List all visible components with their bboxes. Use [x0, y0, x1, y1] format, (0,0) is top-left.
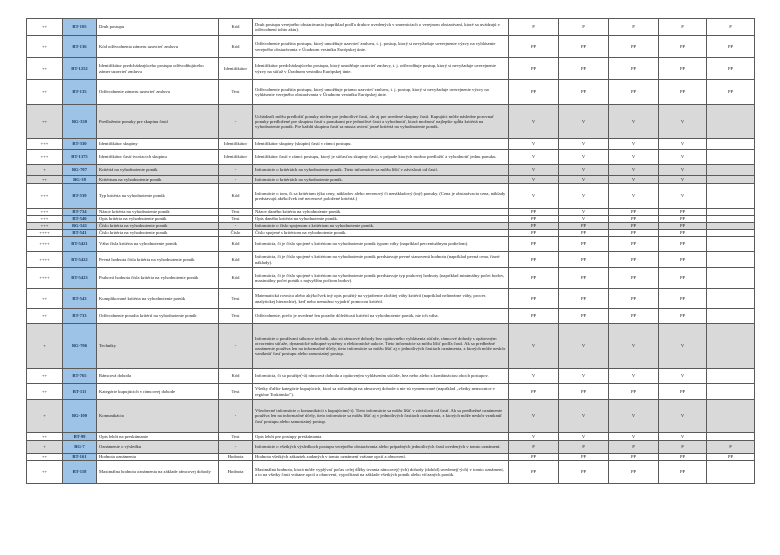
requirement-cell: P	[659, 441, 707, 454]
requirement-cell: PP	[559, 309, 609, 324]
level-cell: ++	[27, 105, 63, 139]
requirement-cell: P	[559, 19, 609, 36]
data-type-cell: Text	[219, 289, 253, 309]
requirement-cell: PP	[559, 268, 609, 289]
element-id-cell: BG-330	[63, 105, 97, 139]
level-cell: ++	[27, 309, 63, 324]
element-id-cell: BG-38	[63, 176, 97, 184]
requirement-cell: P	[659, 19, 707, 36]
element-name-cell: Identifikátor častí tvoriacich skupinu	[97, 150, 219, 165]
data-type-cell: Text	[219, 209, 253, 216]
element-name-cell: Rámcová dohoda	[97, 369, 219, 384]
element-id-cell: BT-541	[63, 230, 97, 237]
level-cell: +++	[27, 150, 63, 165]
data-element-table	[26, 18, 755, 484]
description-cell: Hodnota všetkých zákaziek zadaných v tomto oznámení vrátane opcií a obnovení.	[253, 454, 509, 461]
element-name-cell: Opis lehôt na preskúmanie	[97, 433, 219, 441]
data-type-cell: -	[219, 165, 253, 176]
requirement-cell: PP	[509, 289, 559, 309]
description-cell: Informácie o používaní súborov techník, ako sú rámcové dohody bez opätovného vyhlásenia súťaže, rámcové dohody s opätovným otvorením súťaže, dynamické nákupné systémy a elektronické aukcie. Tieto informácie sa môžu líšiť podľa častí. Ak sa predbežné oznámenie používa len na informačné účely, tieto informácie sa môžu líšiť aj v jednotlivých častiach oznámenia, z ktorých môže neskôr vzniknúť časť postupu alebo samostatný postup.	[253, 324, 509, 369]
element-id-cell: BT-330	[63, 139, 97, 150]
requirement-cell	[707, 150, 755, 165]
data-type-cell: Identifikátor	[219, 150, 253, 165]
level-cell: ++++	[27, 252, 63, 268]
requirement-cell: V	[609, 324, 659, 369]
requirement-cell: V	[559, 216, 609, 223]
requirement-cell: P	[509, 19, 559, 36]
requirement-cell: PP	[559, 384, 609, 400]
description-cell: Informácie o kritériách na vyhodnotenie ponúk.	[253, 176, 509, 184]
requirement-cell	[707, 209, 755, 216]
level-cell: ++	[27, 289, 63, 309]
element-id-cell: BG-7	[63, 441, 97, 454]
requirement-cell: PP	[659, 36, 707, 58]
table-row	[27, 223, 755, 230]
level-cell: +++	[27, 139, 63, 150]
requirement-cell	[707, 252, 755, 268]
table-row	[27, 150, 755, 165]
level-cell: ++	[27, 58, 63, 80]
table-row	[27, 139, 755, 150]
requirement-cell: V	[559, 105, 609, 139]
element-id-cell: BG-100	[63, 400, 97, 433]
requirement-cell: V	[609, 400, 659, 433]
level-cell: ++	[27, 36, 63, 58]
description-cell: Informácie o tom, či sa kritérium týka ceny, nákladov alebo necenový či nenákladový (iný) ponuky. (Cena je obstarávacia cena, náklady predstavujú akékoľvek iné necenové položené kritériá.)	[253, 184, 509, 209]
requirement-cell	[707, 184, 755, 209]
data-type-cell: Kód	[219, 36, 253, 58]
requirement-cell: V	[509, 184, 559, 209]
element-id-cell: BT-543	[63, 289, 97, 309]
data-type-cell: Kód	[219, 369, 253, 384]
description-cell: Opis lehôt pre postupy preskúmania.	[253, 433, 509, 441]
requirement-cell	[707, 216, 755, 223]
requirement-cell	[707, 433, 755, 441]
requirement-cell	[707, 105, 755, 139]
requirement-cell: PP	[559, 36, 609, 58]
element-id-cell: BT-105	[63, 19, 97, 36]
requirement-cell	[707, 461, 755, 484]
data-type-cell: -	[219, 176, 253, 184]
table-row	[27, 252, 755, 268]
level-cell: +++	[27, 209, 63, 216]
level-cell: ++	[27, 433, 63, 441]
requirement-cell: V	[509, 139, 559, 150]
data-type-cell: Kód	[219, 19, 253, 36]
requirement-cell	[707, 237, 755, 252]
requirement-cell: PP	[609, 80, 659, 105]
requirement-cell: PP	[609, 454, 659, 461]
table-row	[27, 105, 755, 139]
element-name-cell: Komplikované kritéria na vyhodnotenie ponúk	[97, 289, 219, 309]
element-name-cell: Názov kritéria na vyhodnotenie ponúk	[97, 209, 219, 216]
description-cell: Matematická rovnica alebo akýkoľvek iný opis použitý na vyjadrenie zložitej váhy kritérií (napríklad nelineárne váhy, proces analytickej hierarchie), keď nebo nemožno vyjadriť pomocou kritérií.	[253, 289, 509, 309]
table-row	[27, 36, 755, 58]
requirement-cell: PP	[659, 58, 707, 80]
requirement-cell: PP	[509, 209, 559, 216]
requirement-cell: PP	[609, 384, 659, 400]
requirement-cell: V	[559, 400, 609, 433]
level-cell: +	[27, 324, 63, 369]
description-cell: Informácia, či je číslo spojené s kritériom na vyhodnotenie ponúk predstavuje typ prahovej hodnoty (napríklad minimálny počet bodov, maximálny počet ponúk s najvyšším počtom bodov).	[253, 268, 509, 289]
requirement-cell	[707, 309, 755, 324]
requirement-cell: V	[559, 369, 609, 384]
requirement-cell: PP	[659, 216, 707, 223]
description-cell: Uchádzači môžu predložiť ponuky nielen pre jednotlivé časti, ale aj pre uvedené skupiny častí. Kupujúci môže následne porovnať ponuky predložené pre skupinu častí s ponukami pre jednotlivé časti a vyhodnotiť, ktorá možnosť najlepšie spĺňa kritériá na vyhodnotenie ponúk. Pre každú skupinu častí sa musia uviesť jasné kritériá na vyhodnotenie ponúk.	[253, 105, 509, 139]
element-name-cell: Kritérium na vyhodnotenie ponúk	[97, 176, 219, 184]
requirement-cell: V	[659, 105, 707, 139]
element-name-cell: Pevná hodnota čísla kritéria na vyhodnotenie ponúk	[97, 252, 219, 268]
requirement-cell: V	[659, 184, 707, 209]
requirement-cell: PP	[609, 223, 659, 230]
element-name-cell: Kategórie kupujúcich v rámcovej dohode	[97, 384, 219, 400]
element-id-cell: BT-1252	[63, 58, 97, 80]
table-row	[27, 216, 755, 223]
element-id-cell: BT-5421	[63, 237, 97, 252]
requirement-cell: V	[659, 433, 707, 441]
table-row	[27, 289, 755, 309]
data-type-cell: Text	[219, 384, 253, 400]
element-id-cell: BT-118	[63, 461, 97, 484]
description-cell: Názov daného kritéria na vyhodnotenie ponúk.	[253, 209, 509, 216]
level-cell: ++++	[27, 230, 63, 237]
element-id-cell: BT-734	[63, 209, 97, 216]
requirement-cell: PP	[509, 461, 559, 484]
level-cell: ++++	[27, 237, 63, 252]
description-cell: Odôvodnenie použitia postupu, ktorý umožňuje priamo uzavrieť zmluvu, t. j. postup, ktorý si nevyžaduje uverejnenie výzvy na vyhlásenie verejného obstarávania v Úradnom vestníku Európskej únie.	[253, 80, 509, 105]
requirement-cell: PP	[559, 252, 609, 268]
description-cell: Informácia, či je číslo spojené s kritériom na vyhodnotenie ponúk typom váhy (napríklad percentuálnym podielom).	[253, 237, 509, 252]
table-row	[27, 176, 755, 184]
requirement-cell	[707, 384, 755, 400]
requirement-cell: PP	[707, 80, 755, 105]
requirement-cell: V	[509, 105, 559, 139]
data-type-cell: Kód	[219, 252, 253, 268]
data-type-cell: Identifikátor	[219, 139, 253, 150]
requirement-cell: PP	[659, 80, 707, 105]
level-cell: +++	[27, 216, 63, 223]
element-name-cell: Predloženie ponuky pre skupinu častí	[97, 105, 219, 139]
description-cell: Informácia, či je číslo spojené s kritériom na vyhodnotenie ponúk predstavuje pevné stanovenú hodnotu (napríklad pevná cena, fixné náklady).	[253, 252, 509, 268]
table-row	[27, 461, 755, 484]
requirement-cell: PP	[609, 216, 659, 223]
requirement-cell	[707, 369, 755, 384]
requirement-cell: PP	[609, 237, 659, 252]
requirement-cell: PP	[659, 384, 707, 400]
requirement-cell: V	[509, 324, 559, 369]
element-id-cell: BG-706	[63, 324, 97, 369]
element-name-cell: Druh postupu	[97, 19, 219, 36]
description-cell: Všeobecné informácie o komunikácii s kupujúcim(-i). Tieto informácie sa môžu líšiť v závislosti od častí. Ak sa predbežné oznámenie používa len na informačné účely, tieto informácie sa môžu líšiť aj v jednotlivých častiach oznámenia, z ktorých môže neskôr vzniknúť časť postupu alebo samostatný postup.	[253, 400, 509, 433]
requirement-cell	[707, 230, 755, 237]
element-id-cell: BT-733	[63, 309, 97, 324]
requirement-cell: V	[659, 165, 707, 176]
description-cell: Informácia, či sa použije(-ú) rámcová dohoda a opätovným vyhlásením súťaže, bez nebo alebo s kombináciou oboch postupov.	[253, 369, 509, 384]
element-id-cell: BT-765	[63, 369, 97, 384]
requirement-cell	[707, 268, 755, 289]
element-name-cell: Typ kritéria na vyhodnotenie ponúk	[97, 184, 219, 209]
requirement-cell: PP	[559, 80, 609, 105]
element-id-cell: BT-99	[63, 433, 97, 441]
data-type-cell: Identifikátor	[219, 58, 253, 80]
requirement-cell: PP	[559, 454, 609, 461]
data-type-cell: Text	[219, 216, 253, 223]
element-name-cell: Číslo kritéria na vyhodnotenie ponúk	[97, 223, 219, 230]
requirement-cell: PP	[659, 237, 707, 252]
element-name-cell: Identifikátor predchádzajúceho postupu odôvodňujúceho zámer uzavrieť zmluvu	[97, 58, 219, 80]
description-cell: Všetky ďalšie kategórie kupujúcich, ktorí sa zúčastňujú na rámcovej dohode a nie sú vymenované (napríklad „všetky nemocnice v regióne Toskánsko").	[253, 384, 509, 400]
requirement-cell: P	[559, 441, 609, 454]
description-cell: Druh postupu verejného obstarávania (napríklad podľa druhov uvedených v smerniciach o verejnom obstarávaní, ktoré sa uvádzajú v odôvodnení tohto aktu).	[253, 19, 509, 36]
requirement-cell: PP	[659, 209, 707, 216]
requirement-cell: P	[707, 441, 755, 454]
description-cell: Informácie o všetkých výsledkoch postupu verejného obstarávania alebo prípadných jednotlivých častí uvedených v tomto oznámení.	[253, 441, 509, 454]
data-type-cell: -	[219, 400, 253, 433]
element-id-cell: BT-5423	[63, 268, 97, 289]
element-id-cell: BT-1375	[63, 150, 97, 165]
data-type-cell: -	[219, 223, 253, 230]
requirement-cell	[707, 289, 755, 309]
element-name-cell: Číslo kritéria na vyhodnotenie ponúk	[97, 230, 219, 237]
element-id-cell: BT-111	[63, 384, 97, 400]
requirement-cell: PP	[659, 223, 707, 230]
description-cell: Odôvodnenie použitia postupu, ktorý umožňuje uzavrieť zmluvu, t. j. postup, ktorý si nevyžaduje uverejnenie výzvy na vyhlásenie verejného obstarávania v Úradnom vestníku Európskej únie.	[253, 36, 509, 58]
requirement-cell: PP	[609, 230, 659, 237]
table-row	[27, 384, 755, 400]
element-id-cell: BT-5422	[63, 252, 97, 268]
requirement-cell	[707, 139, 755, 150]
level-cell: +++	[27, 184, 63, 209]
level-cell: +	[27, 400, 63, 433]
requirement-cell: V	[659, 324, 707, 369]
requirement-cell	[707, 176, 755, 184]
table-row	[27, 268, 755, 289]
table-row	[27, 209, 755, 216]
requirement-cell: PP	[659, 230, 707, 237]
requirement-cell: V	[659, 150, 707, 165]
requirement-cell: V	[609, 150, 659, 165]
table-row	[27, 230, 755, 237]
level-cell: ++	[27, 369, 63, 384]
element-name-cell: Odôvodnenie poradia kritérií na vyhodnotenie ponúk	[97, 309, 219, 324]
requirement-cell: V	[559, 139, 609, 150]
data-type-cell: Text	[219, 309, 253, 324]
table-row	[27, 369, 755, 384]
requirement-cell: V	[609, 176, 659, 184]
requirement-cell: P	[707, 19, 755, 36]
requirement-cell	[707, 400, 755, 433]
description-cell: Identifikátor skupiny (skupín) častí v rámci postupu.	[253, 139, 509, 150]
requirement-cell	[707, 165, 755, 176]
requirement-cell: V	[559, 324, 609, 369]
table-row	[27, 433, 755, 441]
data-type-cell: Text	[219, 433, 253, 441]
requirement-cell: V	[609, 184, 659, 209]
requirement-cell: PP	[559, 223, 609, 230]
requirement-cell: PP	[509, 230, 559, 237]
data-type-cell: Text	[219, 80, 253, 105]
requirement-cell: V	[609, 369, 659, 384]
requirement-cell: PP	[609, 461, 659, 484]
element-id-cell: BT-136	[63, 36, 97, 58]
requirement-cell: V	[509, 176, 559, 184]
requirement-cell: PP	[609, 268, 659, 289]
description-cell: Identifikátor predchádzajúceho postupu, ktorý umožňuje uzavrieť zmluvy, t. j. odôvodňuje postup, ktorý si nevyžaduje uverejnenie výzvy na súťaž v Úradnom vestníku Európskej únie.	[253, 58, 509, 80]
element-name-cell: Oznámenie o výsledku	[97, 441, 219, 454]
element-name-cell: Maximálna hodnota oznámenia na základe rámcovej dohody	[97, 461, 219, 484]
level-cell: +	[27, 165, 63, 176]
requirement-cell: PP	[659, 454, 707, 461]
description-cell: Maximálna hodnota, ktorá môže vyplývať počas celej dĺžky trvania rámcovej(-ých) dohody (dohôd) uvedenej(-ých) v tomto oznámení, a to na všetky časti vrátane opcií a obnovení, vypočítaná na základe všetkých ponúk alebo víťazných ponúk.	[253, 461, 509, 484]
requirement-cell: V	[609, 433, 659, 441]
data-type-cell: Kód	[219, 237, 253, 252]
element-id-cell: BT-135	[63, 80, 97, 105]
requirement-cell: V	[659, 176, 707, 184]
table-row	[27, 165, 755, 176]
table-row	[27, 184, 755, 209]
element-id-cell: BT-161	[63, 454, 97, 461]
data-type-cell: Hodnota	[219, 454, 253, 461]
requirement-cell: V	[559, 209, 609, 216]
requirement-cell: PP	[659, 268, 707, 289]
description-cell: Odôvodnenie, prečo je uvedené len poradie dôležitosti kritérií na vyhodnotenie ponúk, nie ich váha.	[253, 309, 509, 324]
level-cell: ++++	[27, 268, 63, 289]
requirement-cell: V	[509, 400, 559, 433]
requirement-cell: PP	[707, 58, 755, 80]
requirement-cell: P	[609, 441, 659, 454]
requirement-cell: V	[509, 369, 559, 384]
requirement-cell: PP	[559, 289, 609, 309]
requirement-cell: V	[559, 433, 609, 441]
requirement-cell: V	[559, 176, 609, 184]
requirement-cell: PP	[509, 268, 559, 289]
element-name-cell: Odôvodnenie zámeru uzavrieť zmluvu	[97, 80, 219, 105]
requirement-cell: PP	[707, 454, 755, 461]
data-type-cell: Kód	[219, 184, 253, 209]
requirement-cell	[707, 223, 755, 230]
requirement-cell: V	[609, 165, 659, 176]
data-type-cell: Hodnota	[219, 461, 253, 484]
requirement-cell: PP	[609, 209, 659, 216]
requirement-cell: PP	[609, 309, 659, 324]
requirement-cell: PP	[609, 36, 659, 58]
element-name-cell: Prahová hodnota čísla kritéria na vyhodnotenie ponúk	[97, 268, 219, 289]
data-type-cell: -	[219, 105, 253, 139]
data-type-cell: -	[219, 324, 253, 369]
requirement-cell: V	[659, 139, 707, 150]
level-cell: ++	[27, 384, 63, 400]
requirement-cell: PP	[509, 223, 559, 230]
description-cell: Číslo spojené s kritériom na vyhodnotenie ponúk.	[253, 230, 509, 237]
element-name-cell: Komunikácia	[97, 400, 219, 433]
element-name-cell: Kritériá na vyhodnotenie ponúk	[97, 165, 219, 176]
requirement-cell: PP	[509, 384, 559, 400]
requirement-cell: PP	[559, 230, 609, 237]
requirement-cell: PP	[509, 454, 559, 461]
requirement-cell: PP	[659, 289, 707, 309]
requirement-cell: PP	[509, 309, 559, 324]
level-cell: ++	[27, 454, 63, 461]
table-row	[27, 441, 755, 454]
requirement-cell: V	[559, 150, 609, 165]
requirement-cell: PP	[559, 237, 609, 252]
table-row	[27, 19, 755, 36]
table-row	[27, 237, 755, 252]
requirement-cell: PP	[659, 461, 707, 484]
table-row	[27, 324, 755, 369]
requirement-cell: PP	[509, 252, 559, 268]
requirement-cell: PP	[509, 58, 559, 80]
element-id-cell: BG-707	[63, 165, 97, 176]
element-name-cell: Hodnota oznámenia	[97, 454, 219, 461]
data-type-cell: Číslo	[219, 230, 253, 237]
element-name-cell: Váha čísla kritéria na vyhodnotenie ponúk	[97, 237, 219, 252]
level-cell: ++	[27, 19, 63, 36]
requirement-cell: V	[609, 105, 659, 139]
requirement-cell	[707, 324, 755, 369]
requirement-cell: V	[559, 184, 609, 209]
table-row	[27, 80, 755, 105]
requirement-cell: PP	[509, 36, 559, 58]
element-id-cell: BG-541	[63, 223, 97, 230]
requirement-cell: PP	[609, 58, 659, 80]
requirement-cell: PP	[609, 252, 659, 268]
requirement-cell: PP	[609, 289, 659, 309]
level-cell: ++	[27, 80, 63, 105]
description-cell: Informácie o kritériách na vyhodnotenie ponúk. Tieto informácie sa môžu líšiť v závislosti od častí.	[253, 165, 509, 176]
data-type-cell: -	[219, 441, 253, 454]
level-cell: ++	[27, 176, 63, 184]
requirement-cell: V	[659, 400, 707, 433]
requirement-cell: PP	[509, 237, 559, 252]
element-name-cell: Kód odôvodnenia zámeru uzavrieť zmluvu	[97, 36, 219, 58]
level-cell: +	[27, 441, 63, 454]
level-cell: +++	[27, 223, 63, 230]
table-row	[27, 400, 755, 433]
requirement-cell: PP	[559, 461, 609, 484]
requirement-cell: V	[659, 369, 707, 384]
requirement-cell: PP	[509, 80, 559, 105]
element-id-cell: BT-539	[63, 184, 97, 209]
element-name-cell: Opis kritéria na vyhodnotenie ponúk	[97, 216, 219, 223]
table-row	[27, 309, 755, 324]
requirement-cell: V	[559, 165, 609, 176]
requirement-cell: PP	[659, 252, 707, 268]
element-id-cell: BT-540	[63, 216, 97, 223]
description-cell: Identifikátor častí v rámci postupu, ktorý je súčasťou skupiny častí, v prípade ktorých možno predložiť a vyhodnotiť jednu ponuku.	[253, 150, 509, 165]
requirement-cell: PP	[659, 309, 707, 324]
table-row	[27, 454, 755, 461]
requirement-cell: V	[509, 150, 559, 165]
data-type-cell: Kód	[219, 268, 253, 289]
table-body	[27, 19, 755, 484]
requirement-cell: PP	[559, 58, 609, 80]
level-cell: ++	[27, 461, 63, 484]
requirement-cell: PP	[707, 36, 755, 58]
requirement-cell: V	[509, 433, 559, 441]
requirement-cell: V	[609, 139, 659, 150]
requirement-cell: PP	[509, 216, 559, 223]
description-cell: Informácie o číslo spojenom s kritériom na vyhodnotenie ponúk.	[253, 223, 509, 230]
element-name-cell: Techniky	[97, 324, 219, 369]
table-row	[27, 58, 755, 80]
description-cell: Opis daného kritéria na vyhodnotenie ponúk.	[253, 216, 509, 223]
requirement-cell: V	[509, 165, 559, 176]
element-name-cell: Identifikátor skupiny	[97, 139, 219, 150]
requirement-cell: P	[509, 441, 559, 454]
requirement-cell: P	[609, 19, 659, 36]
